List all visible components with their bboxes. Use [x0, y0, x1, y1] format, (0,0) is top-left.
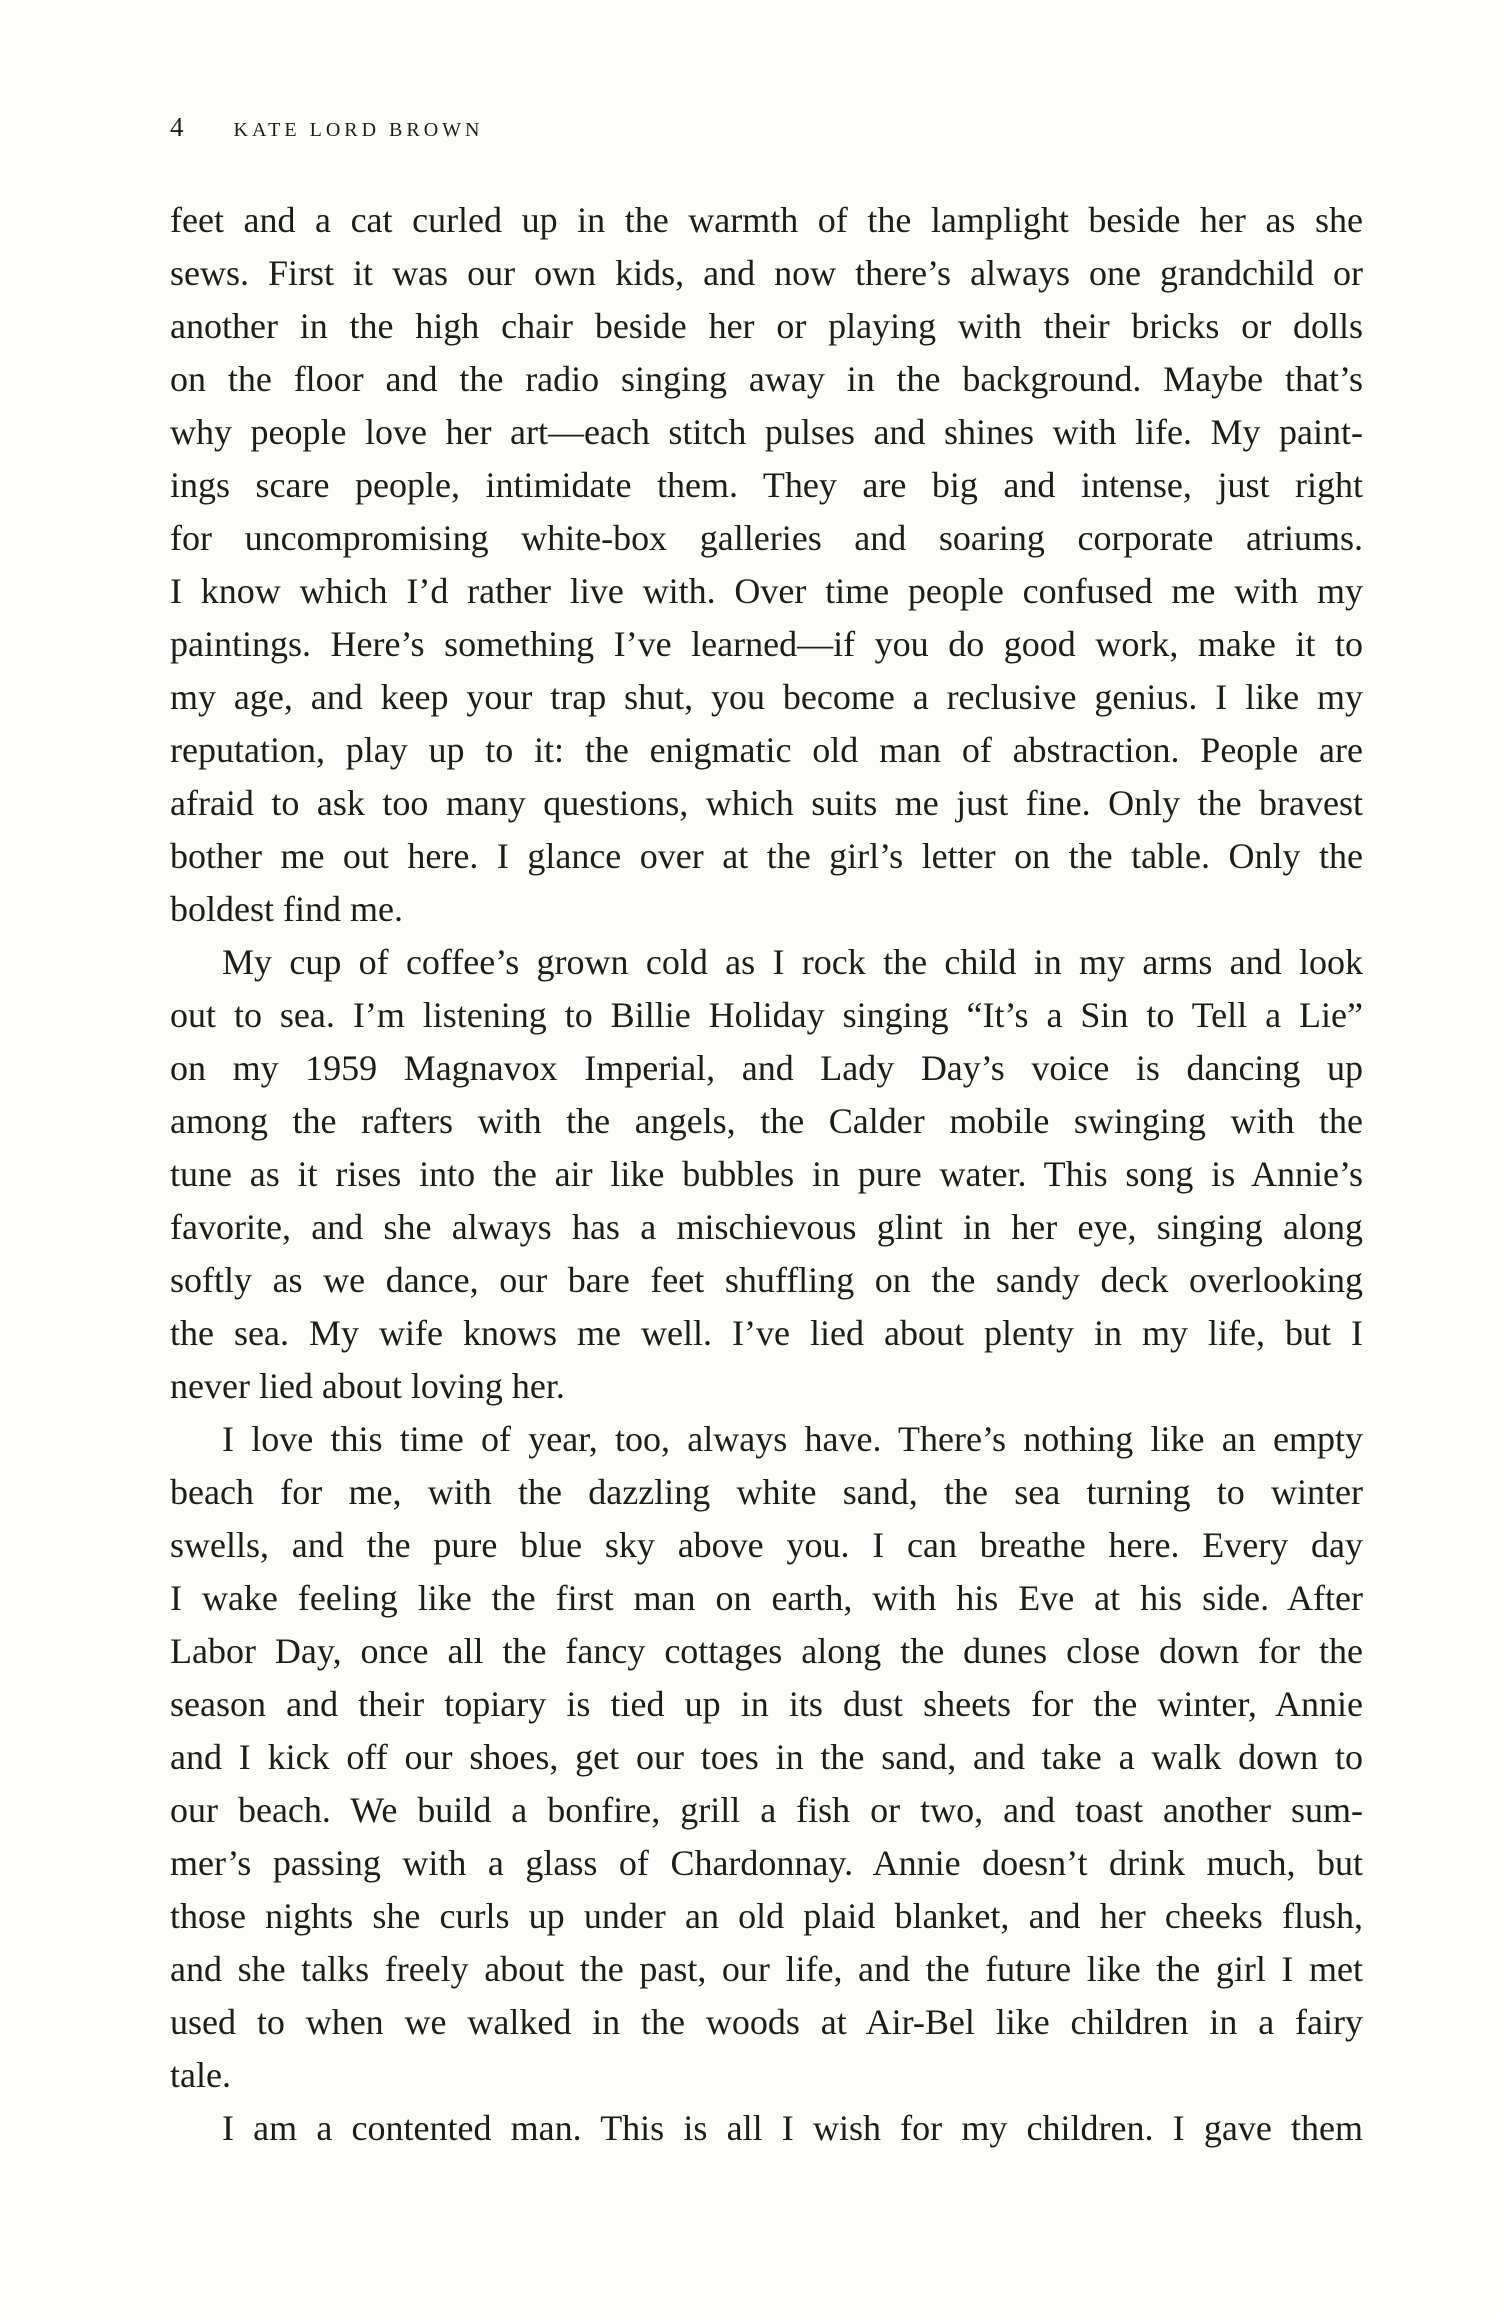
text-line: My cup of coffee’s grown cold as I rock the child in my arms and look — [222, 942, 1363, 982]
text-line: why people love her art—each stitch pulses and shines with life. My paint- — [170, 412, 1363, 452]
text-line: afraid to ask too many questions, which suits me just fine. Only the bravest — [170, 783, 1363, 823]
text-line: I am a contented man. This is all I wish for my children. I gave them — [222, 2108, 1363, 2148]
text-line: on the floor and the radio singing away in the background. Maybe that’s — [170, 359, 1363, 399]
text-line: favorite, and she always has a mischievous glint in her eye, singing along — [170, 1207, 1363, 1247]
text-line: tune as it rises into the air like bubbles in pure water. This song is Annie’s — [170, 1154, 1363, 1194]
text-line: my age, and keep your trap shut, you become a reclusive genius. I like my — [170, 677, 1363, 717]
text-line: season and their topiary is tied up in its dust sheets for the winter, Annie — [170, 1684, 1363, 1724]
text-line: feet and a cat curled up in the warmth of the lamplight beside her as she — [170, 200, 1363, 240]
text-line: boldest find me. — [170, 889, 403, 929]
text-line: another in the high chair beside her or playing with their bricks or dolls — [170, 306, 1363, 346]
running-head — [170, 112, 484, 152]
text-line: used to when we walked in the woods at Air-Bel like children in a fairy — [170, 2002, 1363, 2042]
text-line: swells, and the pure blue sky above you. I can breathe here. Every day — [170, 1525, 1363, 1565]
text-line: softly as we dance, our bare feet shuffling on the sandy deck overlooking — [170, 1260, 1363, 1300]
text-line: among the rafters with the angels, the Calder mobile swinging with the — [170, 1101, 1363, 1141]
text-line: ings scare people, intimidate them. They are big and intense, just right — [170, 465, 1363, 505]
page-number: 4 — [170, 112, 184, 142]
text-line: and I kick off our shoes, get our toes in the sand, and take a walk down to — [170, 1737, 1363, 1777]
text-line: the sea. My wife knows me well. I’ve lied about plenty in my life, but I — [170, 1313, 1363, 1353]
body-text — [170, 194, 1363, 2155]
text-line: I wake feeling like the first man on earth, with his Eve at his side. After — [170, 1578, 1363, 1618]
text-line: sews. First it was our own kids, and now there’s always one grandchild or — [170, 253, 1363, 293]
author-name: KATE LORD BROWN — [233, 119, 484, 141]
text-line: on my 1959 Magnavox Imperial, and Lady Day’s voice is dancing up — [170, 1048, 1363, 1088]
text-line: Labor Day, once all the fancy cottages along the dunes close down for the — [170, 1631, 1363, 1671]
text-line: our beach. We build a bonfire, grill a fish or two, and toast another sum- — [170, 1790, 1363, 1830]
text-line: bother me out here. I glance over at the girl’s letter on the table. Only the — [170, 836, 1363, 876]
text-line: mer’s passing with a glass of Chardonnay. Annie doesn’t drink much, but — [170, 1843, 1363, 1883]
text-line: those nights she curls up under an old plaid blanket, and her cheeks flush, — [170, 1896, 1363, 1936]
text-line: tale. — [170, 2055, 231, 2095]
text-line: beach for me, with the dazzling white sand, the sea turning to winter — [170, 1472, 1363, 1512]
text-line: I know which I’d rather live with. Over time people confused me with my — [170, 571, 1363, 611]
text-line: and she talks freely about the past, our life, and the future like the girl I met — [170, 1949, 1363, 1989]
text-line: I love this time of year, too, always have. There’s nothing like an empty — [222, 1419, 1363, 1459]
text-line: paintings. Here’s something I’ve learned—if you do good work, make it to — [170, 624, 1363, 664]
text-line: for uncompromising white-box galleries and soaring corporate atriums. — [170, 518, 1363, 558]
text-line: reputation, play up to it: the enigmatic old man of abstraction. People are — [170, 730, 1363, 770]
text-line: never lied about loving her. — [170, 1366, 565, 1406]
text-line: out to sea. I’m listening to Billie Holiday singing “It’s a Sin to Tell a Lie” — [170, 995, 1363, 1035]
